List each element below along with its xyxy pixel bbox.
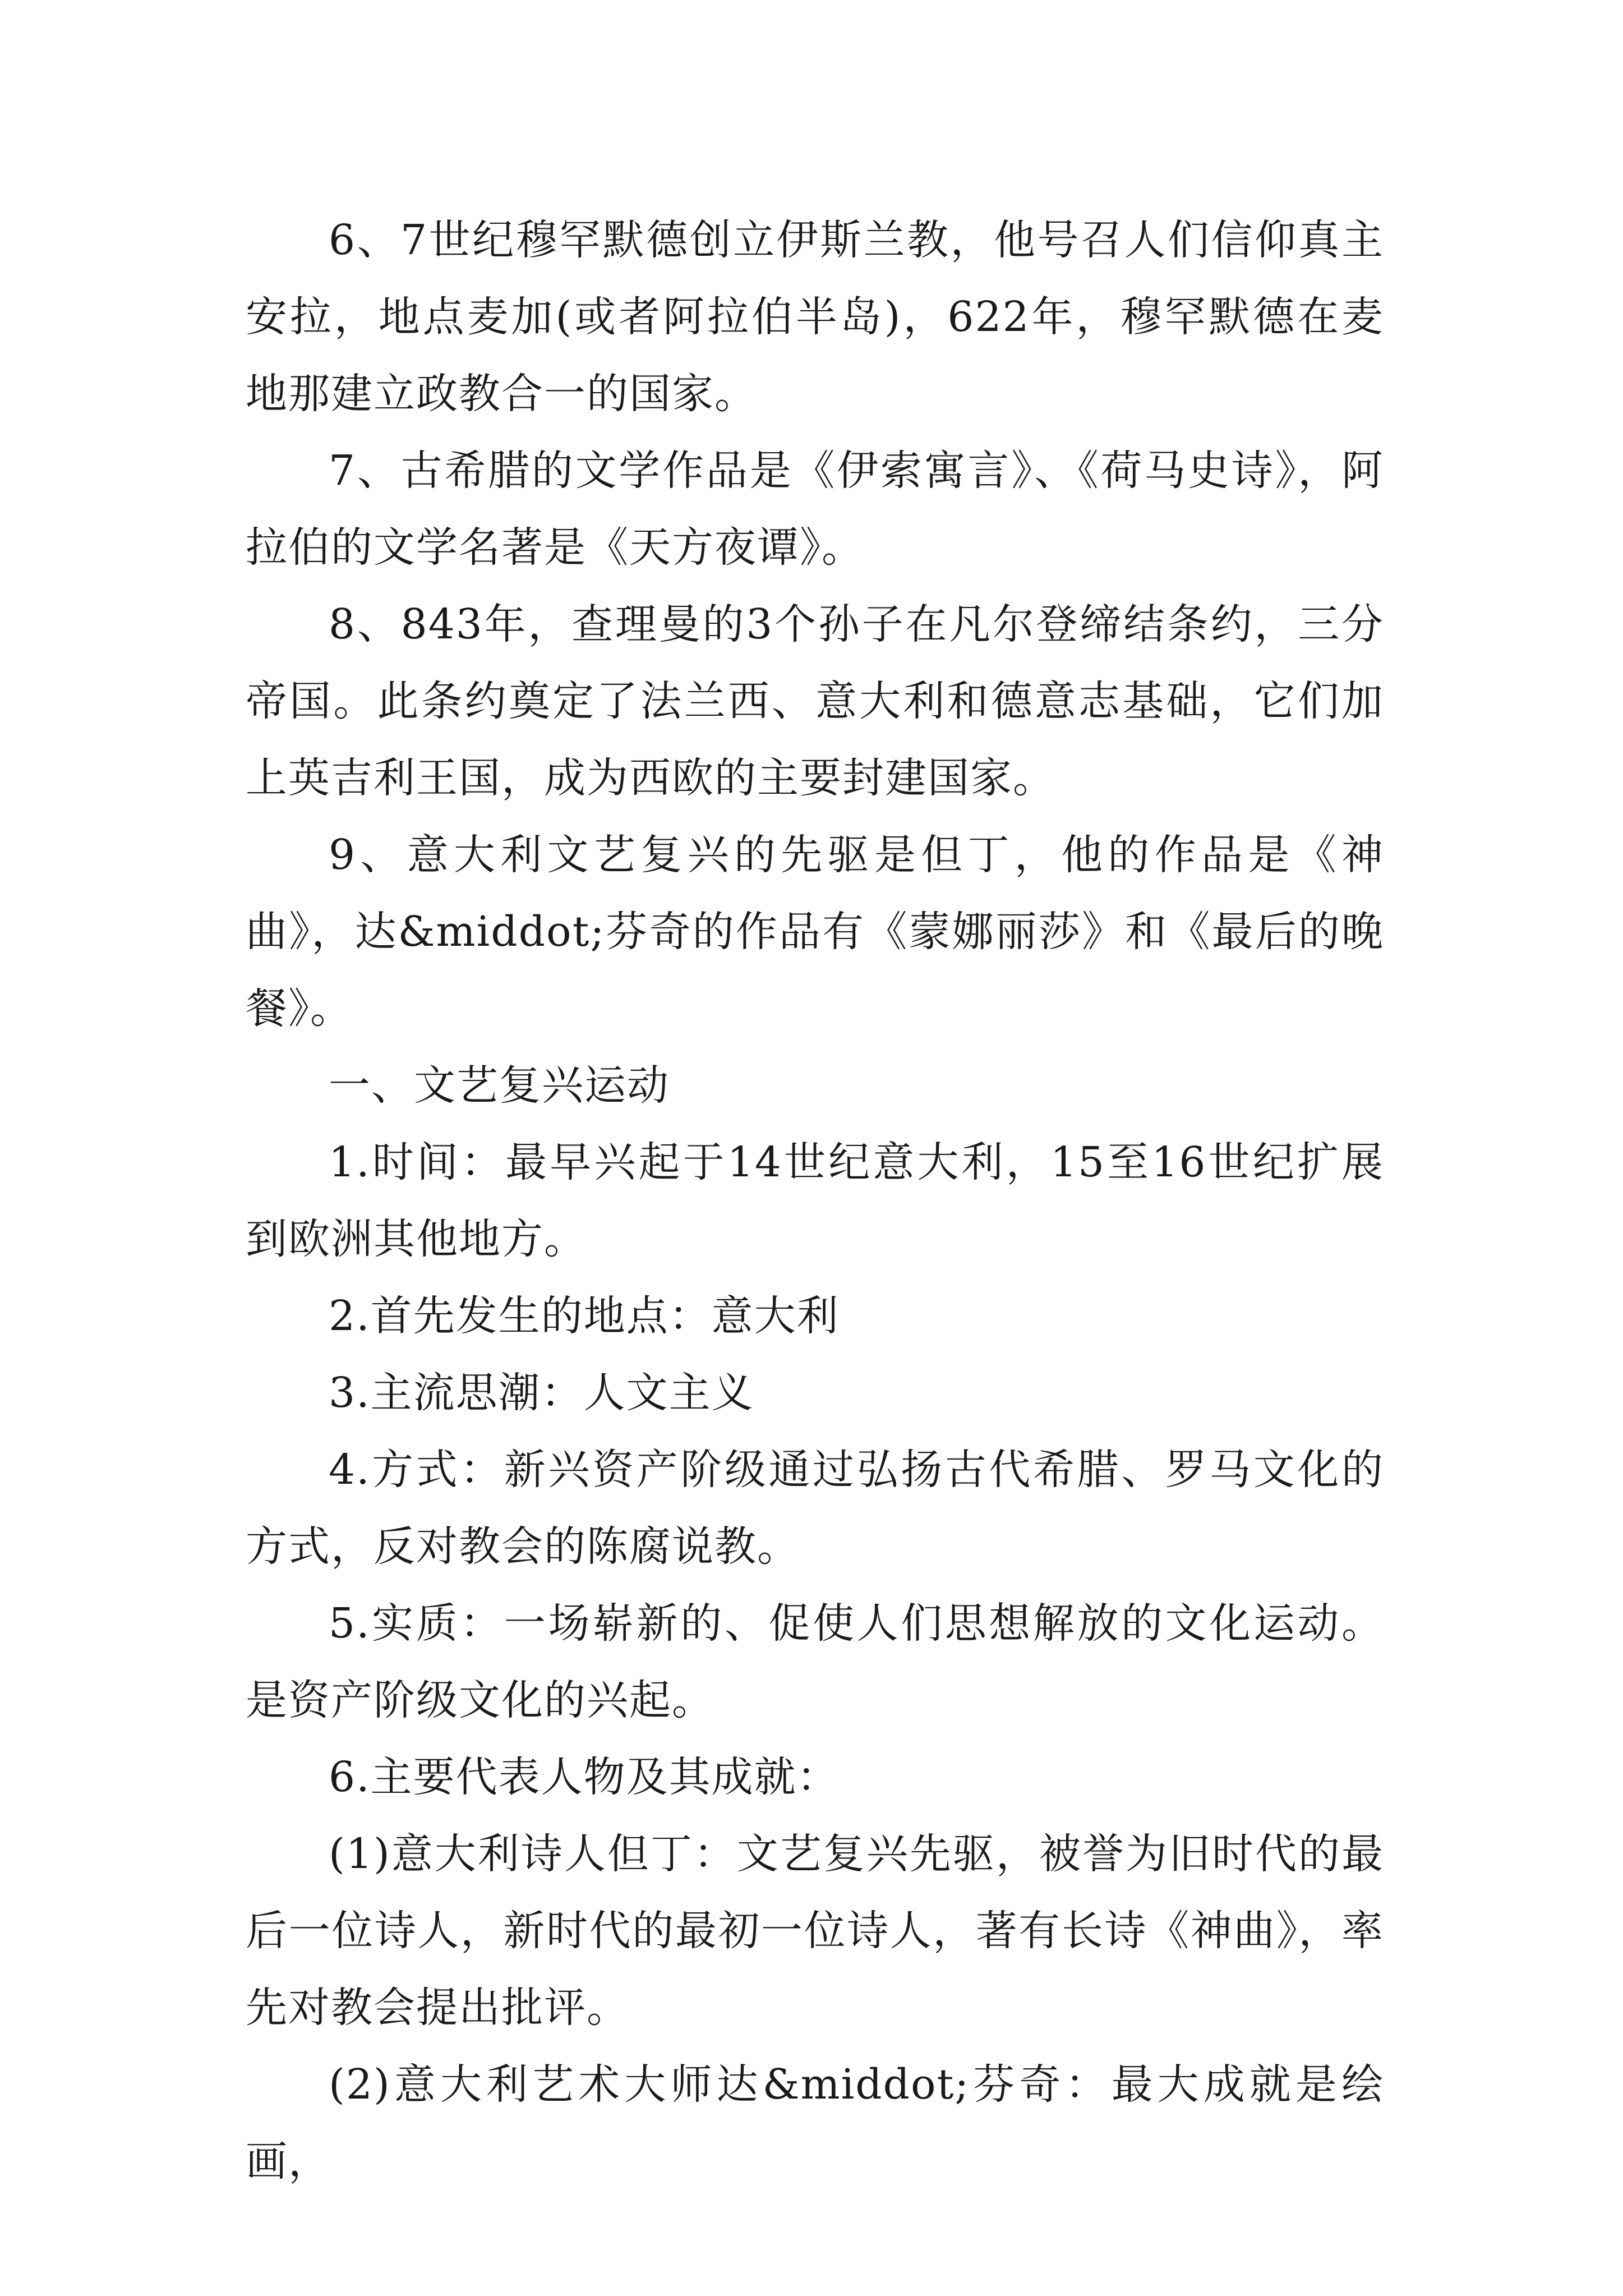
paragraph-essence: 5.实质：一场崭新的、促使人们思想解放的文化运动。是资产阶级文化的兴起。 [246,1599,1384,1724]
paragraph-thought: 3.主流思潮：人文主义 [329,1369,754,1417]
paragraph-dante: (1)意大利诗人但丁：文艺复兴先驱，被誉为旧时代的最后一位诗人，新时代的最初一位诗人，著有长诗《神曲》，率先对教会提出批评。 [246,1830,1384,2032]
paragraph-islam: 6、7世纪穆罕默德创立伊斯兰教，他号召人们信仰真主安拉，地点麦加(或者阿拉伯半岛)，622年，穆罕默德在麦地那建立政教合一的国家。 [246,216,1384,418]
paragraph-figures-heading: 6.主要代表人物及其成就： [329,1753,840,1801]
section-heading-renaissance: 一、文艺复兴运动 [329,1061,670,1110]
paragraph-place: 2.首先发生的地点：意大利 [329,1292,840,1340]
paragraph-time: 1.时间：最早兴起于14世纪意大利，15至16世纪扩展到欧洲其他地方。 [246,1138,1384,1263]
paragraph-method: 4.方式：新兴资产阶级通过弘扬古代希腊、罗马文化的方式，反对教会的陈腐说教。 [246,1446,1384,1571]
paragraph-literature: 7、古希腊的文学作品是《伊索寓言》、《荷马史诗》，阿拉伯的文学名著是《天方夜谭》。 [246,447,1384,572]
paragraph-renaissance-pioneers: 9、意大利文艺复兴的先驱是但丁，他的作品是《神曲》，达&middot;芬奇的作品有《蒙娜丽莎》和《最后的晚餐》。 [246,831,1384,1033]
document-body [246,202,1384,2200]
paragraph-verdun-treaty: 8、843年，查理曼的3个孙子在凡尔登缔结条约，三分帝国。此条约奠定了法兰西、意大利和德意志基础，它们加上英吉利王国，成为西欧的主要封建国家。 [246,600,1384,802]
paragraph-davinci: (2)意大利艺术大师达&middot;芬奇：最大成就是绘画， [246,2060,1384,2185]
